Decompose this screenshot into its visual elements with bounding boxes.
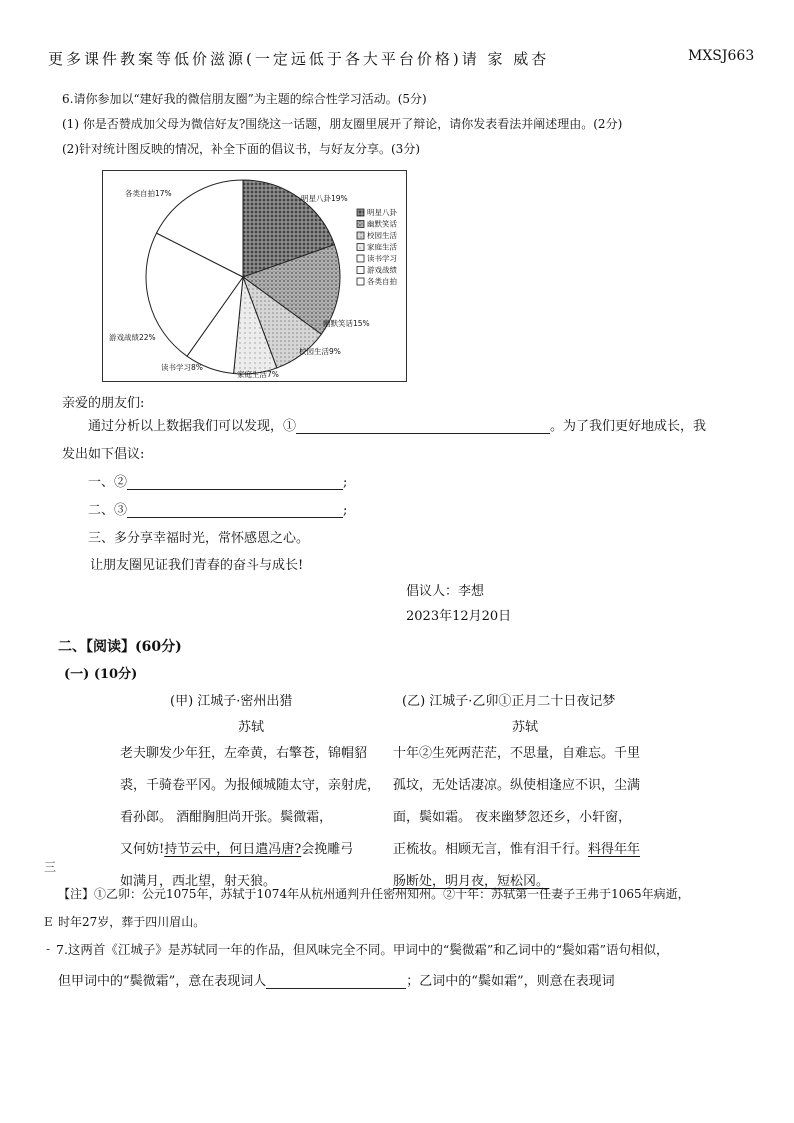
- poem1-body: [120, 738, 390, 898]
- pie-slice-label-0: 明星八卦19%: [301, 194, 348, 203]
- letter-date: 2023年12月20日: [406, 609, 512, 624]
- proposal-item-2: [88, 499, 347, 518]
- q7-line2-suffix: ；乙词中的“鬓如霜”，则意在表现词: [406, 974, 615, 989]
- poem2-title: (乙) 江城子·乙卯①正月二十日夜记梦: [402, 694, 616, 709]
- section-2-sub1: (一) (10分): [64, 667, 138, 682]
- pie-slice-label-4: 读书学习8%: [161, 363, 203, 372]
- letter-signer: 倡议人：李想: [406, 584, 485, 599]
- q6-part1: (1) 你是否赞成加父母为微信好友?围绕这一话题，朋友圈里展开了辩论，请你发表看法并阐述理由。(2分): [62, 117, 623, 131]
- proposal-item-3: 三、多分享幸福时光，常怀感恩之心。: [88, 531, 310, 546]
- poem1-line: 老夫聊发少年狂，左牵黄，右擎苍，锦帽貂: [120, 746, 368, 761]
- legend-swatch-3: [357, 244, 364, 251]
- proposal-item-2-end: ;: [343, 503, 348, 518]
- q7-line1: 7.这两首《江城子》是苏轼同一年的作品，但风味完全不同。甲词中的“鬓微霜”和乙词中的“鬓如霜”语句相似，: [56, 942, 669, 957]
- proposal-item-1-label: 一、②: [88, 475, 128, 490]
- poem1-line: 裘，千骑卷平冈。为报倾城随太守，亲射虎，: [120, 778, 381, 793]
- poem2-line: 孤坟，无处话凄凉。纵使相逢应不识，尘满: [393, 778, 641, 793]
- letter-line1: [88, 415, 706, 434]
- legend-label-1: 幽默笑话: [367, 219, 397, 229]
- pie-slice-label-6: 各类自拍17%: [125, 189, 172, 198]
- pie-chart-svg: [103, 171, 408, 383]
- proposal-item-2-label: 二、③: [88, 503, 128, 518]
- poem1-line: 如满月，西北望，射天狼。: [120, 874, 277, 889]
- poem2-line: 面，鬓如霜。 夜来幽梦忽还乡，小轩窗，: [393, 810, 632, 825]
- poem1-underlined-phrase: 持节云中，何日遣冯唐?: [164, 842, 302, 857]
- legend-label-4: 读书学习: [367, 254, 397, 263]
- legend-swatch-5: [357, 267, 364, 274]
- margin-mark: E: [44, 915, 53, 929]
- answer-blank-1[interactable]: [296, 419, 550, 434]
- poem1-line: [120, 834, 390, 866]
- poem2-line: 十年②生死两茫茫，不思量，自难忘。千里: [393, 746, 641, 761]
- poem1-line: 看孙郎。 酒酣胸胆尚开张。鬓微霜，: [120, 810, 333, 825]
- poem2-underlined-line5: 肠断处，明月夜，短松冈。: [393, 874, 550, 889]
- proposal-item-1-end: ;: [343, 475, 348, 490]
- poem1-title: (甲) 江城子·密州出猎: [170, 694, 293, 709]
- poem2-author: 苏轼: [512, 720, 539, 735]
- legend-label-3: 家庭生活: [367, 242, 397, 252]
- answer-blank-q7[interactable]: [266, 974, 406, 989]
- q7-line2-prefix: 但甲词中的“鬓微霜”，意在表现词人: [58, 974, 267, 989]
- poem2-body: [393, 738, 643, 898]
- note-line1: 【注】①乙卯：公元1075年，苏轼于1074年从杭州通判升任密州知州。②十年：苏轼第一任妻子王弗于1065年病逝，: [58, 887, 690, 901]
- legend-label-5: 游戏战绩: [367, 265, 397, 275]
- letter-closing: 让朋友圈见证我们青春的奋斗与成长!: [90, 558, 304, 573]
- poem2-line4-pre: 正梳妆。相顾无言，惟有泪千行。: [393, 842, 589, 857]
- note-line2: 时年27岁，葬于四川眉山。: [58, 915, 206, 929]
- letter-line1-prefix: 通过分析以上数据我们可以发现，①: [88, 419, 297, 434]
- header-code: MXSJ663: [688, 48, 755, 64]
- section-2-title: 二、【阅读】(60分): [58, 639, 182, 655]
- q6-part2: (2)针对统计图反映的情况，补全下面的倡议书，与好友分享。(3分): [62, 142, 420, 156]
- poem1-author: 苏轼: [238, 720, 265, 735]
- legend-label-6: 各类自拍: [367, 277, 397, 286]
- q7-line2: [58, 970, 615, 989]
- pie-slice-label-5: 游戏战绩22%: [109, 333, 156, 342]
- pie-slice-label-3: 家庭生活7%: [237, 370, 279, 379]
- poem2-line: [393, 834, 643, 866]
- letter-line1-suffix: 。为了我们更好地成长，我: [550, 419, 707, 434]
- legend-label-2: 校园生活: [367, 231, 397, 240]
- answer-blank-3[interactable]: [127, 503, 343, 518]
- margin-mark: 三: [44, 860, 57, 874]
- q6-title: 6.请你参加以“建好我的微信朋友圈”为主题的综合性学习活动。(5分): [62, 92, 427, 106]
- header-banner: 更多课件教案等低价滋源(一定远低于各大平台价格)请 家 威杏: [48, 50, 550, 68]
- letter-line2: 发出如下倡议:: [62, 447, 145, 462]
- legend-swatch-4: [357, 255, 364, 262]
- legend-swatch-2: [357, 232, 364, 239]
- proposal-item-1: [88, 471, 347, 490]
- legend-swatch-0: [357, 209, 364, 216]
- letter-greeting: 亲爱的朋友们:: [62, 396, 145, 411]
- poem1-line4-post: 会挽雕弓: [301, 842, 354, 857]
- answer-blank-2[interactable]: [127, 475, 343, 490]
- poem1-line4-pre: 又何妨!: [120, 842, 165, 857]
- legend-swatch-1: [357, 221, 364, 228]
- legend-label-0: 明星八卦: [367, 208, 397, 217]
- pie-slice-label-2: 校园生活9%: [299, 347, 341, 356]
- legend-swatch-6: [357, 278, 364, 285]
- pie-slice-label-1: 幽默笑话15%: [323, 319, 370, 328]
- margin-mark: -: [46, 942, 51, 956]
- poem2-underlined-phrase: 料得年年: [588, 842, 641, 857]
- pie-chart-figure: [102, 170, 407, 382]
